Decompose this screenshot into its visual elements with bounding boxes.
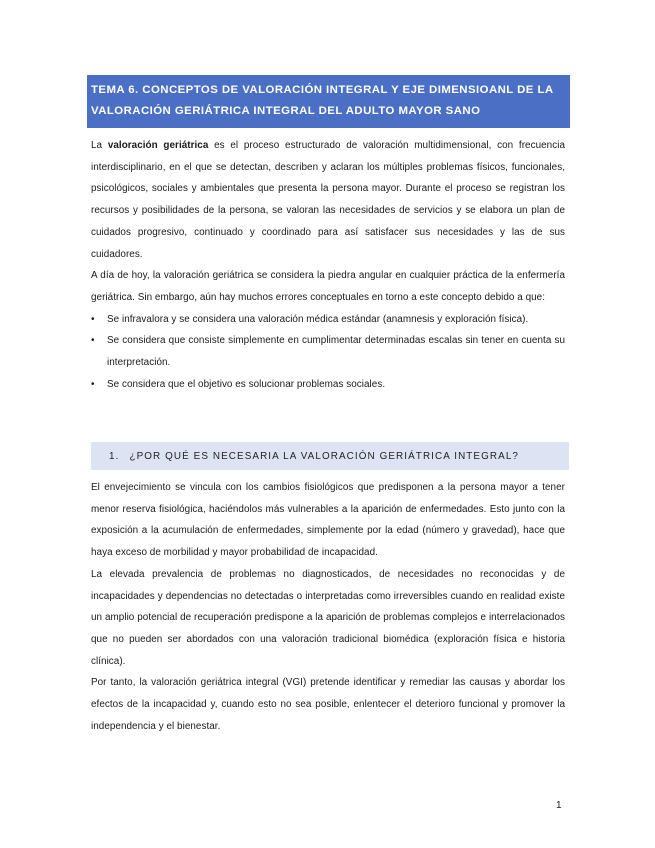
document-title-banner: [87, 75, 570, 128]
list-item: • Se considera que el objetivo es solucionar problemas sociales.: [91, 374, 565, 396]
list-item: • Se infravalora y se considera una valoración médica estándar (anamnesis y exploración física).: [91, 309, 565, 331]
intro-lead-text: La: [91, 140, 108, 151]
intro-section: [91, 135, 565, 395]
title-line-2: VALORACIÓN GERIÁTRICA INTEGRAL DEL ADULTO MAYOR SANO: [91, 105, 481, 117]
section-heading-text: ¿POR QUÉ ES NECESARIA LA VALORACIÓN GERIÁTRICA INTEGRAL?: [129, 450, 520, 462]
section-1-paragraph-2: La elevada prevalencia de problemas no diagnosticados, de necesidades no reconocidas y de incapacidades y dependencias no detectadas o interpretadas como irreversibles cuando en realidad existe un amplio potencial de recuperación predispone a la aparición de problemas complejos e interrelacionados que no pueden ser abordados con una valoración tradicional biomédica (exploración física e historia clínica).: [91, 568, 565, 667]
intro-paragraph-1-rest: es el proceso estructurado de valoración multidimensional, con frecuencia interdisciplinario, en el que se detectan, describen y aclaran los múltiples problemas físicos, funcionales, psicológicos, sociales y ambientales que presenta la persona mayor. Durante el proceso se registran los recursos y posibilidades de la persona, se valoran las necesidades de servicios y se elabora un plan de cuidados progresivo, continuado y coordinado para así satisfacer sus necesidades y las de sus cuidadores.: [91, 140, 565, 260]
misconceptions-list: [91, 309, 565, 396]
section-1-body: [91, 477, 565, 737]
list-item: • Se considera que consiste simplemente en cumplimentar determinadas escalas sin tener en cuenta su interpretación.: [91, 330, 565, 373]
intro-paragraph-2: A día de hoy, la valoración geriátrica se considera la piedra angular en cualquier práctica de la enfermería geriátrica. Sin embargo, aún hay muchos errores conceptuales en torno a este concepto debido a que:: [91, 270, 565, 303]
section-1-paragraph-3: Por tanto, la valoración geriátrica integral (VGI) pretende identificar y remediar las causas y abordar los efectos de la incapacidad y, cuando esto no sea posible, enlentecer el deterioro funcional y promover la independencia y el bienestar.: [91, 677, 565, 732]
section-1-paragraph-1: El envejecimiento se vincula con los cambios fisiológicos que predisponen a la persona mayor a tener menor reserva fisiológica, haciéndolos más vulnerables a la aparición de enfermedades. Esto junto con la exposición a la acumulación de enfermedades, simplemente por la edad (número y gravedad), hace que haya exceso de morbilidad y mayor probabilidad de incapacidad.: [91, 482, 565, 559]
section-heading-1: [91, 442, 569, 470]
title-line-1: TEMA 6. CONCEPTOS DE VALORACIÓN INTEGRAL Y EJE DIMENSIOANL DE LA: [91, 84, 554, 96]
page-number: 1: [556, 800, 562, 811]
intro-paragraph-1: [91, 135, 565, 265]
section-number: 1.: [109, 450, 120, 462]
intro-bold-term: valoración geriátrica: [107, 140, 209, 151]
